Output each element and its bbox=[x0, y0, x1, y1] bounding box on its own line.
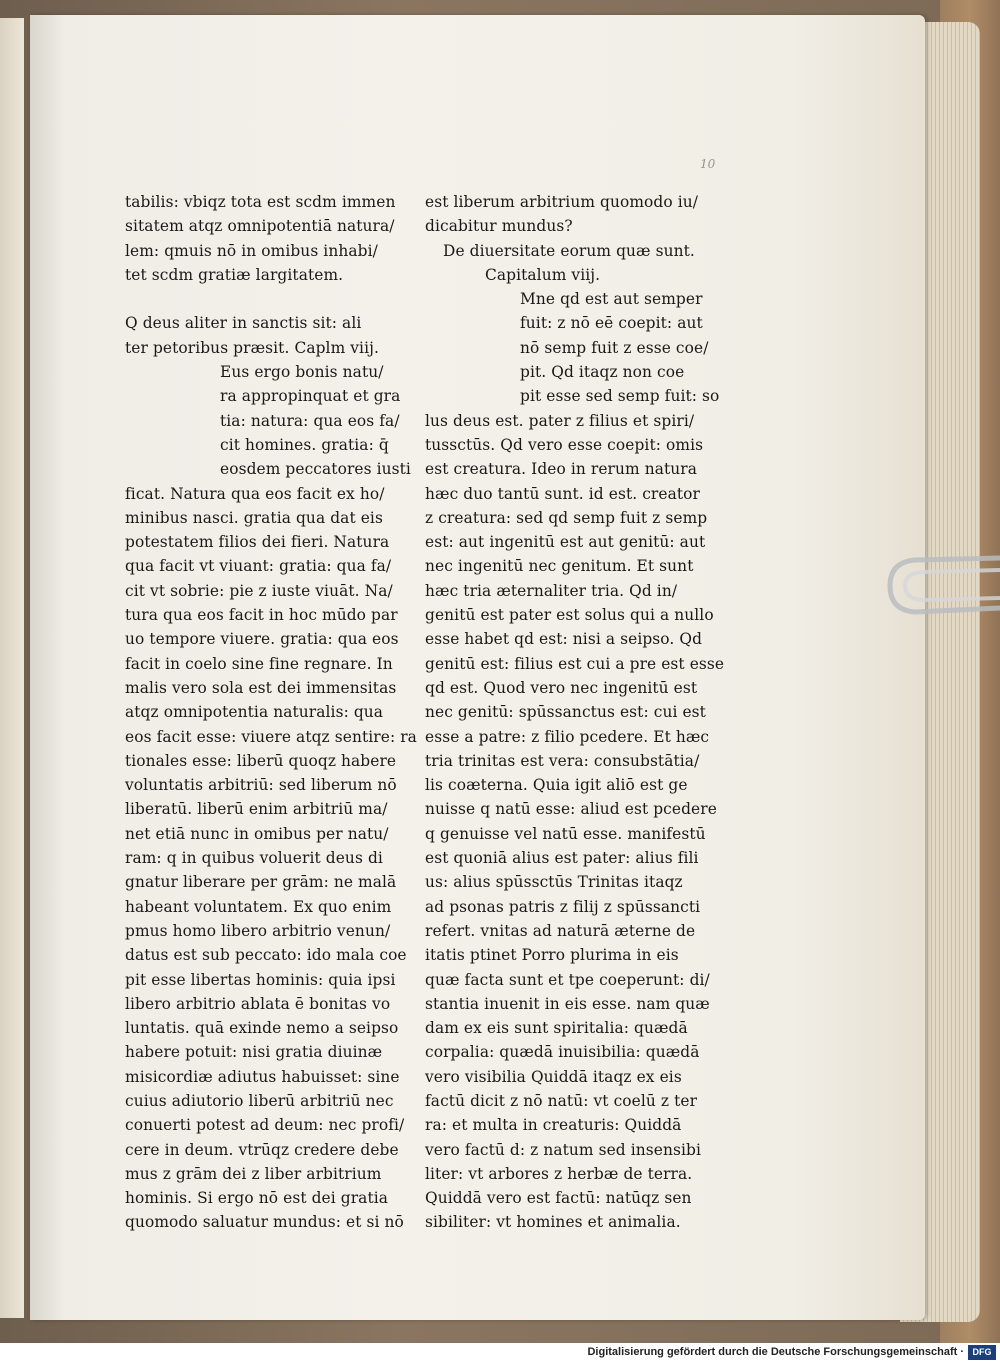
folio-number: 10 bbox=[700, 157, 716, 171]
text-line: z creatura: sed qd semp fuit z semp bbox=[425, 508, 708, 527]
text-line: esse a patre: z filio pcedere. Et hæc bbox=[425, 727, 710, 746]
text-line: eos facit esse: viuere atqz sentire: ra bbox=[125, 727, 417, 746]
text-line: misicordiæ adiutus habuisset: sine bbox=[125, 1067, 400, 1086]
footer-bar bbox=[0, 1343, 1000, 1363]
text-line: ter petoribus præsit. Caplm viij. bbox=[125, 338, 379, 357]
funding-credit: Digitalisierung gefördert durch die Deutsche Forschungsgemeinschaft · bbox=[587, 1346, 964, 1358]
text-line: voluntatis arbitriū: sed liberum nō bbox=[125, 776, 397, 795]
text-line: nec genitū: spūssanctus est: cui est bbox=[425, 703, 706, 722]
text-line: ra appropinquat et gra bbox=[220, 387, 401, 406]
text-line: vero visibilia Quiddā itaqz ex eis bbox=[425, 1067, 682, 1086]
text-line: lis coæterna. Quia igit aliō est ge bbox=[425, 776, 688, 795]
text-line: habeant voluntatem. Ex quo enim bbox=[125, 897, 392, 916]
text-line: nō semp fuit z esse coe/ bbox=[520, 338, 709, 357]
text-line: Quiddā vero est factū: natūqz sen bbox=[425, 1189, 692, 1208]
facing-page-edge bbox=[0, 18, 24, 1318]
text-line: dam ex eis sunt spiritalia: quædā bbox=[425, 1019, 688, 1038]
text-line: tionales esse: liberū quoqz habere bbox=[125, 751, 397, 770]
text-line: cit vt sobrie: pie z iuste viuāt. Na/ bbox=[125, 581, 393, 600]
text-line: tria trinitas est vera: consubstātia/ bbox=[425, 751, 700, 770]
paper-clip-icon bbox=[885, 548, 1000, 626]
text-line: genitū est: filius est cui a pre est esse bbox=[425, 654, 725, 673]
text-line: atqz omnipotentia naturalis: qua bbox=[125, 703, 384, 722]
text-line: liter: vt arbores z herbæ de terra. bbox=[425, 1164, 693, 1183]
text-line: est liberum arbitrium quomodo iu/ bbox=[425, 193, 699, 211]
text-line: Eus ergo bonis natu/ bbox=[220, 363, 384, 382]
text-line: nec ingenitū nec genitum. Et sunt bbox=[425, 557, 694, 576]
text-line: fuit: z nō eē coepit: aut bbox=[520, 314, 703, 333]
text-line: nuisse q natū esse: aliud est pcedere bbox=[425, 800, 717, 819]
text-line: Mne qd est aut semper bbox=[520, 290, 703, 309]
text-line: lus deus est. pater z filius et spiri/ bbox=[425, 411, 695, 430]
text-line: itatis ptinet Porro plurima in eis bbox=[425, 946, 679, 965]
text-line: est: aut ingenitū est aut genitū: aut bbox=[425, 533, 706, 552]
text-line: pit. Qd itaqz non coe bbox=[520, 363, 685, 382]
text-line: pit esse sed semp fuit: so bbox=[520, 387, 720, 406]
text-line: hæc tria æternaliter tria. Qd in/ bbox=[425, 581, 678, 600]
text-line: pit esse libertas hominis: quia ipsi bbox=[125, 970, 396, 989]
text-line: ad psonas patris z filij z spūssancti bbox=[425, 897, 701, 916]
text-line: stantia inuenit in eis esse. nam quæ bbox=[425, 994, 710, 1013]
text-line: malis vero sola est dei immensitas bbox=[125, 678, 397, 697]
text-line: pmus homo libero arbitrio venun/ bbox=[125, 921, 391, 940]
text-line: Capitalum viij. bbox=[485, 265, 601, 284]
text-line: lem: qmuis nō in omibus inhabi/ bbox=[125, 241, 378, 260]
text-line: liberatū. liberū enim arbitriū ma/ bbox=[125, 800, 388, 819]
text-line: est creatura. Ideo in rerum natura bbox=[425, 460, 698, 479]
text-line: mus z grām dei z liber arbitrium bbox=[125, 1164, 382, 1183]
text-line: ra: et multa in creaturis: Quiddā bbox=[425, 1116, 682, 1135]
text-line: libero arbitrio ablata ē bonitas vo bbox=[125, 994, 391, 1013]
text-line: cuius adiutorio liberū arbitriū nec bbox=[125, 1091, 394, 1110]
text-line: tet scdm gratiæ largitatem. bbox=[125, 265, 344, 284]
text-line: facit in coelo sine fine regnare. In bbox=[125, 654, 393, 673]
text-line: genitū est pater est solus qui a nullo bbox=[425, 606, 714, 625]
text-line: quomodo saluatur mundus: et si nō bbox=[125, 1213, 404, 1232]
text-line: eosdem peccatores iusti bbox=[220, 460, 411, 479]
text-line: est quoniā alius est pater: alius fili bbox=[425, 849, 699, 868]
text-line: qua facit vt viuant: gratia: qua fa/ bbox=[125, 557, 392, 576]
text-line: minibus nasci. gratia qua dat eis bbox=[125, 508, 383, 527]
text-line: conuerti potest ad deum: nec profi/ bbox=[125, 1116, 405, 1135]
dfg-logo: DFG bbox=[968, 1345, 996, 1360]
text-line: gnatur liberare per grām: ne malā bbox=[125, 873, 397, 892]
text-line: us: alius spūssctūs Trinitas itaqz bbox=[425, 873, 683, 892]
text-line: datus est sub peccato: ido mala coe bbox=[125, 946, 407, 965]
text-line: habere potuit: nisi gratia diuinæ bbox=[125, 1043, 383, 1062]
text-line: q genuisse vel natū esse. manifestū bbox=[425, 824, 706, 843]
text-line: luntatis. quā exinde nemo a seipso bbox=[125, 1019, 399, 1038]
text-line: tura qua eos facit in hoc mūdo par bbox=[125, 606, 398, 625]
text-line: corpalia: quædā inuisibilia: quædā bbox=[425, 1043, 700, 1062]
text-line: vero factū d: z natum sed insensibi bbox=[425, 1140, 701, 1159]
text-line: net etiā nunc in omibus per natu/ bbox=[125, 824, 389, 843]
text-line: tabilis: vbiqz tota est scdm immen bbox=[125, 193, 396, 211]
text-line: tussctūs. Qd vero esse coepit: omis bbox=[425, 435, 704, 454]
text-line: hæc duo tantū sunt. id est. creator bbox=[425, 484, 700, 503]
text-line: Q deus aliter in sanctis sit: ali bbox=[125, 314, 362, 333]
text-column-right bbox=[425, 190, 725, 1235]
text-line: tia: natura: qua eos fa/ bbox=[220, 411, 400, 430]
text-line: sibiliter: vt homines et animalia. bbox=[425, 1213, 681, 1232]
text-line: quæ facta sunt et tpe coeperunt: di/ bbox=[425, 970, 710, 989]
text-line: cit homines. gratia: q̄ bbox=[220, 435, 389, 454]
text-line: cere in deum. vtrūqz credere debe bbox=[125, 1140, 399, 1159]
text-line: uo tempore viuere. gratia: qua eos bbox=[125, 630, 399, 649]
text-line: potestatem filios dei fieri. Natura bbox=[125, 533, 390, 552]
text-line: esse habet qd est: nisi a seipso. Qd bbox=[425, 630, 703, 649]
text-line: hominis. Si ergo nō est dei gratia bbox=[125, 1189, 389, 1208]
text-line: factū dicit z nō natū: vt coelū z ter bbox=[425, 1091, 698, 1110]
text-line: sitatem atqz omnipotentiā natura/ bbox=[125, 217, 395, 236]
text-line: dicabitur mundus? bbox=[425, 217, 573, 236]
text-line bbox=[125, 287, 415, 311]
text-line: qd est. Quod vero nec ingenitū est bbox=[425, 678, 698, 697]
text-line: De diuersitate eorum quæ sunt. bbox=[443, 241, 695, 260]
text-line: refert. vnitas ad naturā æterne de bbox=[425, 921, 696, 940]
text-line: ficat. Natura qua eos facit ex ho/ bbox=[125, 484, 385, 503]
text-column-left bbox=[125, 190, 415, 1235]
text-line: ram: q in quibus voluerit deus di bbox=[125, 849, 383, 868]
